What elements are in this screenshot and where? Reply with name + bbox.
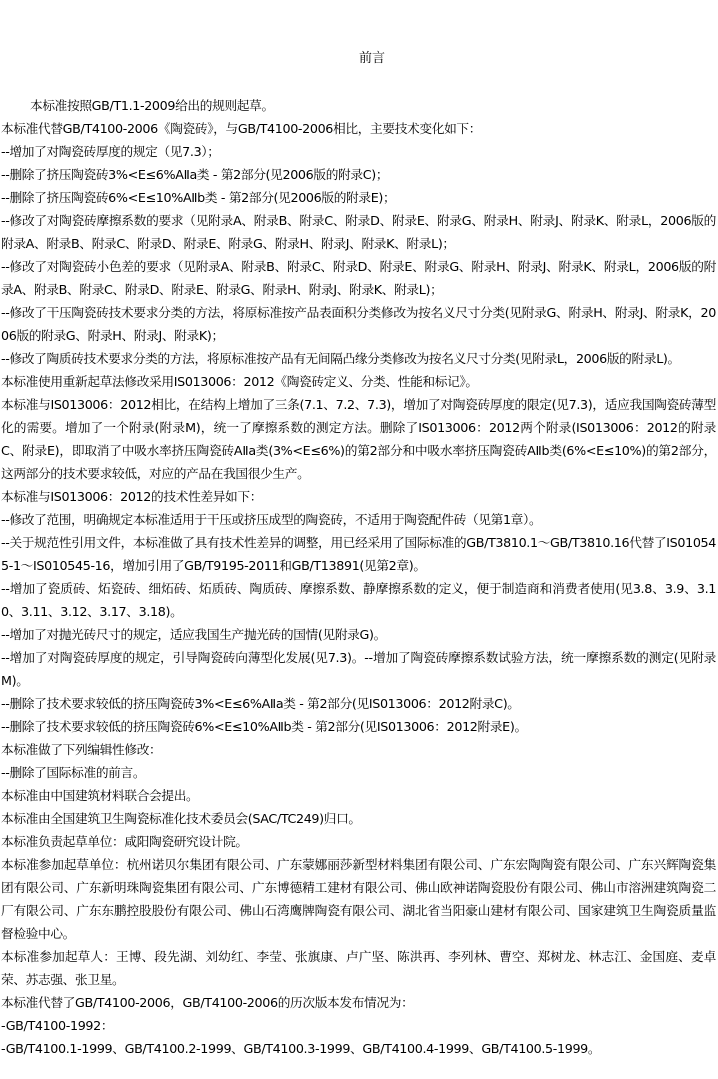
document-body xyxy=(1,94,716,1060)
page-title: 前言 xyxy=(358,51,385,66)
paragraph-comparison: 本标准与IS013006：2012相比，在结构上增加了三条(7.1、7.2、7.3)，增加了对陶瓷砖厚度的限定(见7.3)，适应我国陶瓷砖薄型化的需要。增加了一个附录(附录M)，统一了摩擦系数的测定方法。删除了IS013006：2012两个附录(IS013006：2012的附录C、附录E)，即取消了中吸水率挤压陶瓷砖AⅡa类(3%<E≤6%)的第2部分和中吸水率挤压陶瓷砖AⅡb类(6%<E≤10%)的第2部分，这两部分的技术要求较低，对应的产品在我国很少生产。 xyxy=(1,397,716,481)
list-item: --删除了技术要求较低的挤压陶瓷砖6%<E≤10%AⅡb类 - 第2部分(见IS013006：2012附录E)。 xyxy=(1,719,527,734)
list-item: --增加了对陶瓷砖厚度的规定，引导陶瓷砖向薄型化发展(见7.3)。--增加了陶瓷砖摩擦系数试验方法，统一摩擦系数的测定(见附录M)。 xyxy=(1,650,716,688)
list-item: --修改了干压陶瓷砖技术要求分类的方法，将原标准按产品表面积分类修改为按名义尺寸分类(见附录G、附录H、附录J、附录K，2006版的附录G、附录H、附录J、附录K)； xyxy=(1,305,716,343)
list-item: --增加了对抛光砖尺寸的规定，适应我国生产抛光砖的国情(见附录G)。 xyxy=(1,627,386,642)
list-item: --修改了范围，明确规定本标准适用于干压或挤压成型的陶瓷砖，不适用于陶瓷配件砖（见第1章）。 xyxy=(1,512,542,527)
paragraph-lead-drafter: 本标准负责起草单位：咸阳陶瓷研究设计院。 xyxy=(1,834,248,849)
list-item: -GB/T4100-1992： xyxy=(1,1018,114,1033)
paragraph-drafting-rules: 本标准按照GB/T1.1-2009给出的规则起草。 xyxy=(30,98,274,113)
paragraph-differences-heading: 本标准与IS013006：2012的技术性差异如下： xyxy=(1,489,263,504)
paragraph-adoption: 本标准使用重新起草法修改采用IS013006：2012《陶瓷砖定义、分类、性能和标记》。 xyxy=(1,374,478,389)
list-item: --修改了陶质砖技术要求分类的方法，将原标准按产品有无间隔凸缘分类修改为按名义尺寸分类(见附录L，2006版的附录L)。 xyxy=(1,351,680,366)
list-item: --删除了挤压陶瓷砖3%<E≤6%AⅡa类 - 第2部分(见2006版的附录C)； xyxy=(1,167,389,182)
paragraph-history-heading: 本标准代替了GB/T4100-2006，GB/T4100-2006的历次版本发布情况为： xyxy=(1,995,414,1010)
list-item: --增加了对陶瓷砖厚度的规定（见7.3）； xyxy=(1,144,220,159)
list-item: -GB/T4100.1-1999、GB/T4100.2-1999、GB/T4100.3-1999、GB/T4100.4-1999、GB/T4100.5-1999。 xyxy=(1,1041,601,1056)
list-item: --删除了国际标准的前言。 xyxy=(1,765,146,780)
paragraph-managed-by: 本标准由全国建筑卫生陶瓷标准化技术委员会(SAC/TC249)归口。 xyxy=(1,811,361,826)
paragraph-editorial-heading: 本标准做了下列编辑性修改： xyxy=(1,742,162,757)
paragraph-drafters: 本标准参加起草人：王博、段先湖、刘幼红、李莹、张旗康、卢广坚、陈洪再、李列林、曹空、郑树龙、林志江、金国庭、麦卓荣、苏志强、张卫星。 xyxy=(1,949,716,987)
list-item: --增加了瓷质砖、炻瓷砖、细炻砖、炻质砖、陶质砖、摩擦系数、静摩擦系数的定义，便于制造商和消费者使用(见3.8、3.9、3.10、3.11、3.12、3.17、3.18)。 xyxy=(1,581,716,619)
list-item: --删除了技术要求较低的挤压陶瓷砖3%<E≤6%AⅡa类 - 第2部分(见IS013006：2012附录C)。 xyxy=(1,696,520,711)
paragraph-participating-units: 本标准参加起草单位：杭州诺贝尔集团有限公司、广东蒙娜丽莎新型材料集团有限公司、广东宏陶陶瓷有限公司、广东兴辉陶瓷集团有限公司、广东新明珠陶瓷集团有限公司、广东博德精工建材有限公司、佛山欧神诺陶瓷股份有限公司、佛山市溶洲建筑陶瓷二厂有限公司、广东东鹏控股股份有限公司、佛山石湾鹰牌陶瓷有限公司、湖北省当阳豪山建材有限公司、国家建筑卫生陶瓷质量监督检验中心。 xyxy=(1,857,716,941)
list-item: --关于规范性引用文件，本标准做了具有技术性差异的调整，用已经采用了国际标准的GB/T3810.1～GB/T3810.16代替了IS010545-1～IS010545-16，增加引用了GB/T9195-2011和GB/T13891(见第2章)。 xyxy=(1,535,716,573)
list-item: --修改了对陶瓷砖摩擦系数的要求（见附录A、附录B、附录C、附录D、附录E、附录G、附录H、附录J、附录K、附录L，2006版的附录A、附录B、附录C、附录D、附录E、附录G、附录H、附录J、附录K、附录L)； xyxy=(1,213,716,251)
paragraph-proposed-by: 本标准由中国建筑材料联合会提出。 xyxy=(1,788,199,803)
list-item: --删除了挤压陶瓷砖6%<E≤10%AⅡb类 - 第2部分(见2006版的附录E)； xyxy=(1,190,396,205)
paragraph-replaces: 本标准代替GB/T4100-2006《陶瓷砖》，与GB/T4100-2006相比，主要技术变化如下： xyxy=(1,121,482,136)
list-item: --修改了对陶瓷砖小色差的要求（见附录A、附录B、附录C、附录D、附录E、附录G、附录H、附录J、附录K、附录L，2006版的附录A、附录B、附录C、附录D、附录E、附录G、附录H、附录J、附录K、附录L)； xyxy=(1,259,716,297)
